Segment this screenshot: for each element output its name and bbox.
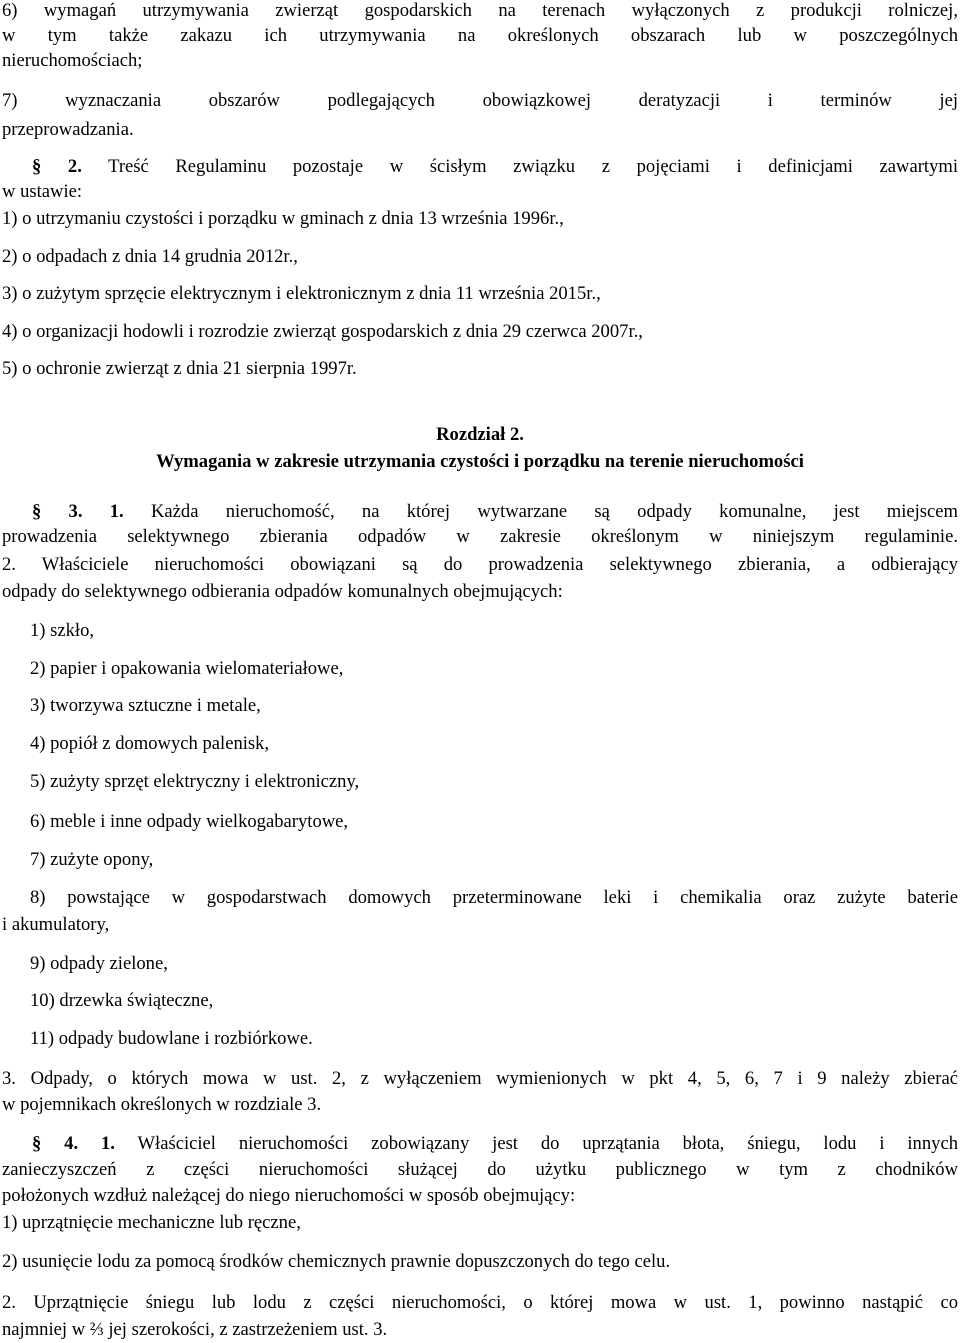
paragraph-3-3-line-1: 3. Odpady, o których mowa w ust. 2, z wyłączeniem wymienionych w pkt 4, 5, 6, 7 i 9 należy zbierać (2, 1068, 958, 1089)
list-item: 4) popiół z domowych palenisk, (30, 733, 270, 754)
act-item: 3) o zużytym sprzęcie elektrycznym i elektronicznym z dnia 11 września 2015r., (2, 283, 601, 304)
paragraph-3-number: § 3. 1. (32, 501, 124, 522)
paragraph-4-line-3: położonych wzdłuż należącej do niego nieruchomości w sposób obejmujący: (2, 1185, 576, 1206)
act-item: 4) o organizacji hodowli i rozrodzie zwierząt gospodarskich z dnia 29 czerwca 2007r., (2, 321, 643, 342)
paragraph-3-text: Każda nieruchomość, na której wytwarzane są odpady komunalne, jest miejscem (150, 501, 959, 522)
list-item: 1) szkło, (30, 620, 95, 641)
item-6-line-2: w tym także zakazu ich utrzymywania na określonych obszarach lub w poszczególnych (2, 25, 958, 46)
item-6-line-3: nieruchomościach; (2, 50, 143, 71)
paragraph-4-2-line-2: najmniej w ⅔ jej szerokości, z zastrzeżeniem ust. 3. (2, 1319, 388, 1340)
paragraph-2-text: Treść Regulaminu pozostaje w ścisłym związku z pojęciami i definicjami zawartymi (108, 156, 959, 177)
paragraph-3-3-line-2: w pojemnikach określonych w rozdziale 3. (2, 1094, 322, 1115)
list-item: 11) odpady budowlane i rozbiórkowe. (30, 1028, 313, 1049)
paragraph-4-text: Właściciel nieruchomości zobowiązany jest do uprzątania błota, śniegu, lodu i innych (137, 1133, 958, 1154)
paragraph-4-number: § 4. 1. (32, 1133, 115, 1154)
paragraph-4-line-1 (2, 1132, 958, 1156)
paragraph-3-line-1 (2, 500, 958, 524)
list-item: 6) meble i inne odpady wielkogabarytowe, (30, 811, 349, 832)
act-item: 2) o odpadach z dnia 14 grudnia 2012r., (2, 246, 298, 267)
paragraph-2-line-2: w ustawie: (2, 181, 83, 202)
paragraph-4-line-2: zanieczyszczeń z części nieruchomości służącej do użytku publicznego w tym z chodników (2, 1159, 958, 1180)
list-item: 5) zużyty sprzęt elektryczny i elektroniczny, (30, 771, 360, 792)
paragraph-4-2-line-1: 2. Uprzątnięcie śniegu lub lodu z części nieruchomości, o której mowa w ust. 1, powinno nastąpić co (2, 1292, 958, 1313)
chapter-title: Wymagania w zakresie utrzymania czystości i porządku na terenie nieruchomości (156, 451, 804, 472)
paragraph-2-number: § 2. (32, 156, 82, 177)
list-item: 10) drzewka świąteczne, (30, 990, 214, 1011)
paragraph-3-2-line-1: 2. Właściciele nieruchomości obowiązani są do prowadzenia selektywnego zbierania, a odbierający (2, 554, 958, 575)
list-item: 9) odpady zielone, (30, 953, 168, 974)
list-item: 3) tworzywa sztuczne i metale, (30, 695, 261, 716)
item-7-line-2: przeprowadzania. (2, 119, 134, 140)
act-item: 5) o ochronie zwierząt z dnia 21 sierpnia 1997r. (2, 358, 357, 379)
list-item-continuation: i akumulatory, (2, 914, 110, 935)
list-item: 7) zużyte opony, (30, 849, 154, 870)
paragraph-3-line-2: prowadzenia selektywnego zbierania odpadów w zakresie określonym w niniejszym regulaminie. (2, 526, 958, 547)
list-item: 1) uprzątnięcie mechaniczne lub ręczne, (2, 1212, 301, 1233)
item-6-line-1: 6) wymagań utrzymywania zwierząt gospodarskich na terenach wyłączonych z produkcji rolniczej, (2, 0, 958, 21)
paragraph-2-line-1 (2, 155, 958, 179)
paragraph-3-2-line-2: odpady do selektywnego odbierania odpadów komunalnych obejmujących: (2, 581, 563, 602)
chapter-label: Rozdział 2. (436, 424, 524, 445)
list-item: 2) papier i opakowania wielomateriałowe, (30, 658, 344, 679)
list-item: 2) usunięcie lodu za pomocą środków chemicznych prawnie dopuszczonych do tego celu. (2, 1251, 671, 1272)
act-item: 1) o utrzymaniu czystości i porządku w gminach z dnia 13 września 1996r., (2, 208, 564, 229)
list-item: 8) powstające w gospodarstwach domowych przeterminowane leki i chemikalia oraz zużyte baterie (30, 887, 958, 908)
item-7-line-1: 7) wyznaczania obszarów podlegających obowiązkowej deratyzacji i terminów jej (2, 90, 958, 111)
